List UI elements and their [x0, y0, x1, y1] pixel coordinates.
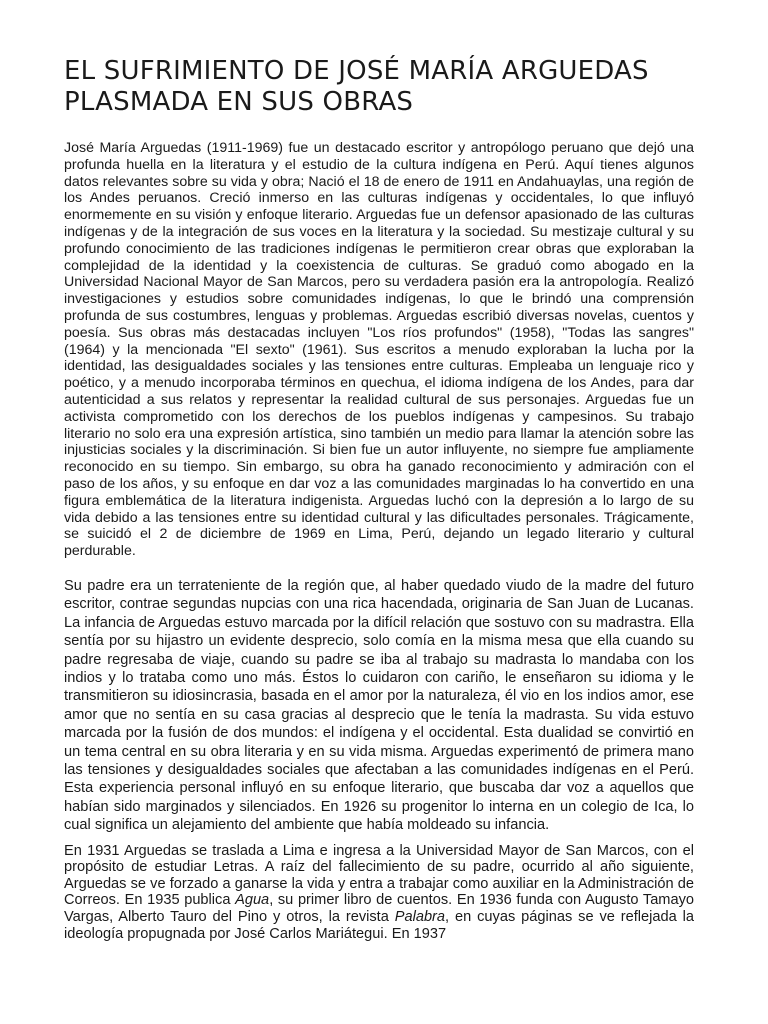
paragraph-lima [64, 843, 694, 943]
paragraph-lima-text-1: En 1931 Arguedas se traslada a Lima e ingresa a la Universidad Mayor de San Marcos, con el propósito de estudiar Letras. A raíz del fallecimiento de su padre, ocurrido al año siguiente, Arguedas se ve forzado a ganarse la vida y entra a trabajar como auxiliar en la Administración de Correos. En 1935 publica [64, 842, 694, 909]
book-title-agua: Agua [235, 892, 270, 909]
paragraph-biography: José María Arguedas (1911-1969) fue un destacado escritor y antropólogo peruano que dejó una profunda huella en la literatura y el estudio de la cultura indígena en Perú. Aquí tienes algunos datos relevantes sobre su vida y obra; Nació el 18 de enero de 1911 en Andahuaylas, una región de los Andes peruanos. Creció inmerso en las culturas indígenas y occidentales, lo que influyó enormemente en su visión y enfoque literario. Arguedas fue un defensor apasionado de las culturas indígenas y de la integración de sus voces en la literatura y la sociedad. Su mestizaje cultural y su profundo conocimiento de las tradiciones indígenas le permitieron crear obras que exploraban la complejidad de la identidad y la coexistencia de culturas. Se graduó como abogado en la Universidad Nacional Mayor de San Marcos, pero su verdadera pasión era la antropología. Realizó investigaciones y estudios sobre comunidades indígenas, lo que le brindó una comprensión profunda de sus costumbres, lenguas y problemas. Arguedas escribió diversas novelas, cuentos y poesía. Sus obras más destacadas incluyen "Los ríos profundos" (1958), "Todas las sangres" (1964) y la mencionada "El sexto" (1961). Sus escritos a menudo exploraban la lucha por la identidad, las desigualdades sociales y las tensiones entre culturas. Empleaba un lenguaje rico y poético, y a menudo incorporaba términos en quechua, el idioma indígena de los Andes, para dar autenticidad a sus relatos y representar la realidad cultural de sus personajes. Arguedas fue un activista comprometido con los derechos de los pueblos indígenas y campesinos. Su trabajo literario no solo era una expresión artística, sino también un medio para llamar la atención sobre las injusticias sociales y la discriminación. Si bien fue un autor influyente, no siempre fue ampliamente reconocido en su tiempo. Sin embargo, su obra ha ganado reconocimiento y admiración con el paso de los años, y su enfoque en dar voz a las comunidades marginadas lo ha convertido en una figura emblemática de la literatura indigenista. Arguedas luchó con la depresión a lo largo de su vida debido a las tensiones entre su identidad cultural y las dificultades personales. Trágicamente, se suicidó el 2 de diciembre de 1969 en Lima, Perú, dejando un legado literario y cultural perdurable. [64, 140, 694, 560]
document-page [64, 56, 694, 959]
paragraph-lima-text-3: , en cuyas páginas se ve reflejada la ideología propugnada por José Carlos Mariátegui. En 1937 [64, 908, 694, 942]
magazine-title-palabra: Palabra [394, 908, 446, 925]
document-title: EL SUFRIMIENTO DE JOSÉ MARÍA ARGUEDAS PLASMADA EN SUS OBRAS [64, 56, 649, 117]
paragraph-childhood: Su padre era un terrateniente de la región que, al haber quedado viudo de la madre del futuro escritor, contrae segundas nupcias con una rica hacendada, originaria de San Juan de Lucanas. La infancia de Arguedas estuvo marcada por la difícil relación que sostuvo con su madrastra. Ella sentía por su hijastro un evidente desprecio, solo comía en la misma mesa que ella cuando su padre regresaba de viaje, cuando su padre se iba al trabajo su madrasta lo mandaba con los indios y lo trataba como uno más. Éstos lo cuidaron con cariño, le enseñaron su idioma y le transmitieron su idiosincrasia, basada en el amor por la naturaleza, él vio en los indios amor, ese amor que no sentía en su casa gracias al desprecio que le tenía la madrasta. Su vida estuvo marcada por la fusión de dos mundos: el indígena y el occidental. Esta dualidad se convirtió en un tema central en su obra literaria y en su vida misma. Arguedas experimentó de primera mano las tensiones y desigualdades sociales que afectaban a las comunidades indígenas en el Perú. Esta experiencia personal influyó en su enfoque literario, que buscaba dar voz a aquellos que habían sido marginados y silenciados. En 1926 su progenitor lo interna en un colegio de Ica, lo cual significa un alejamiento del ambiente que había moldeado su infancia. [64, 577, 694, 834]
paragraph-lima-text-2: , su primer libro de cuentos. En 1936 funda con Augusto Tamayo Vargas, Alberto Tauro del Pino y otros, la revista [64, 892, 694, 925]
